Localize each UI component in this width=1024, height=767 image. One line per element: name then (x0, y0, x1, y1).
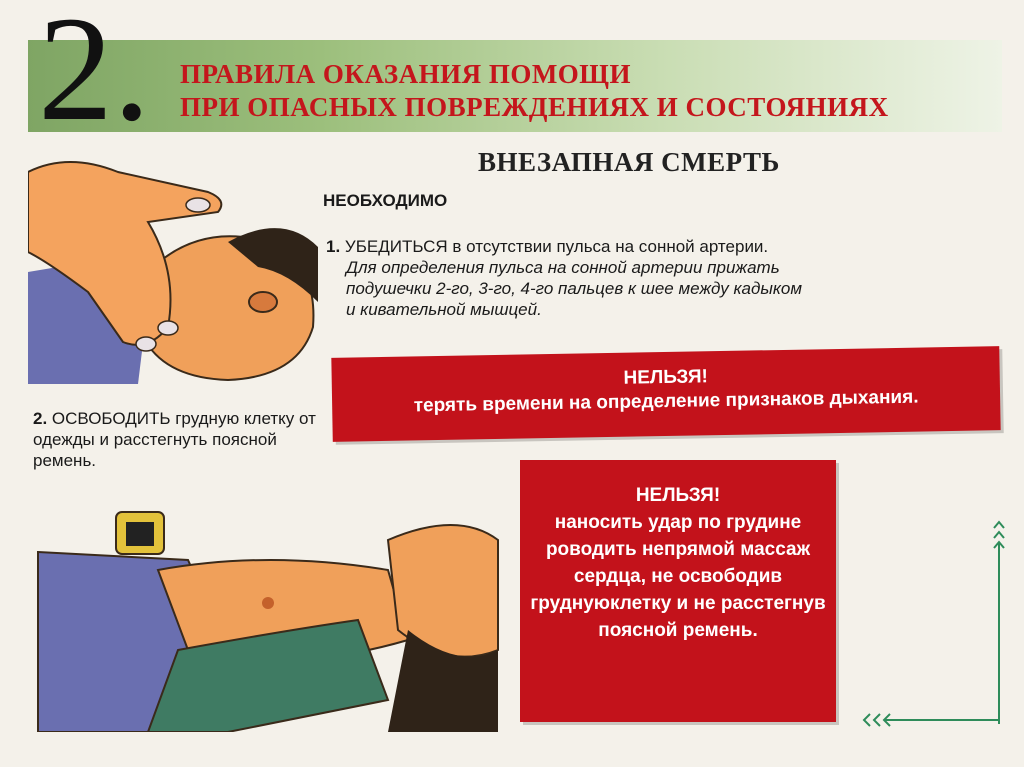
lying-person-illustration (28, 500, 508, 732)
step-1-text: УБЕДИТЬСЯ в отсутствии пульса на сонной артерии. (344, 237, 769, 256)
warning-1-text: терять времени на определение признаков дыхания. (413, 386, 919, 417)
nipple-shape (262, 597, 274, 609)
section-number: 2. (38, 0, 151, 152)
step-1-number: 1. (326, 237, 341, 256)
step-1-note: Для определения пульса на сонной артерии прижать подушечки 2-го, 3-го, 4-го пальцев к шее между кадыком и кивательной мышцей. (346, 258, 803, 319)
necessary-label: НЕОБХОДИМО (323, 191, 448, 210)
ear-shape (249, 292, 277, 312)
step-1 (326, 236, 986, 320)
step-2-number: 2. (33, 409, 48, 428)
page-title-line-1: ПРАВИЛА ОКАЗАНИЯ ПОМОЩИ (180, 59, 631, 89)
belt-buckle-center-shape (126, 522, 154, 546)
warning-1-heading: НЕЛЬЗЯ! (623, 366, 709, 389)
step-1-main (326, 236, 986, 257)
step-2 (33, 408, 343, 471)
page-title (180, 58, 889, 124)
warning-2-text: наносить удар по грудине роводить непрямой массаж сердца, не освободив груднуюклетку и не расстегнув поясной ремень. (530, 512, 826, 641)
pulse-check-illustration (28, 152, 318, 384)
page-title-line-2: ПРИ ОПАСНЫХ ПОВРЕЖДЕНИЯХ И СОСТОЯНИЯХ (180, 92, 889, 122)
thumbnail-shape (186, 198, 210, 212)
left-arrow-icon (860, 712, 1006, 728)
warning-2-heading: НЕЛЬЗЯ! (635, 485, 721, 506)
section-title: ВНЕЗАПНАЯ СМЕРТЬ (478, 147, 780, 177)
fingernail-shape (136, 337, 156, 351)
warning-box-1 (331, 346, 1000, 442)
up-arrow-icon (992, 518, 1006, 728)
step-2-text: ОСВОБОДИТЬ грудную клетку от одежды и расстегнуть поясной ремень. (33, 409, 316, 470)
warning-box-2 (520, 460, 836, 722)
fingernail-shape (158, 321, 178, 335)
